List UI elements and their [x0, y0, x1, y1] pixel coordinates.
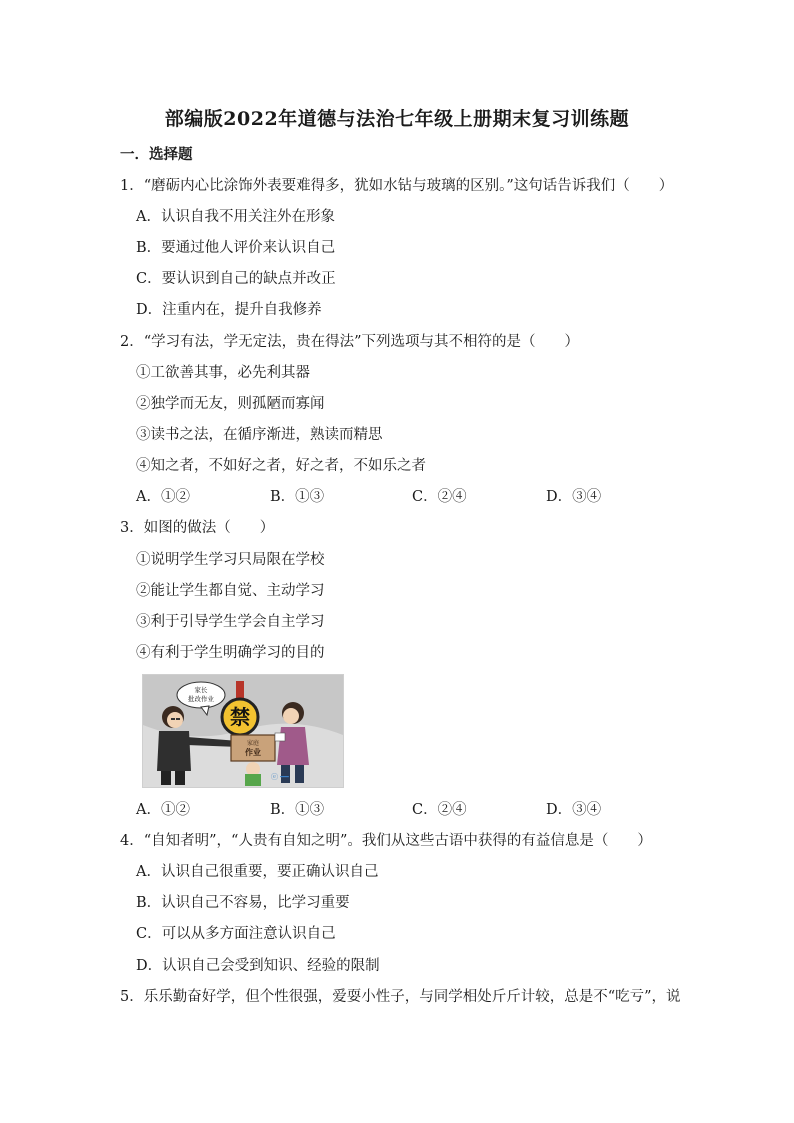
question-2-option-b: B．①③	[270, 489, 325, 505]
question-3-stem: 3．如图的做法（ ）	[120, 520, 275, 536]
question-2-option-d: D．③④	[546, 489, 602, 505]
question-1-option-a: A．认识自我不用关注外在形象	[136, 209, 335, 225]
question-4-stem: 4．“自知者明”，“人贵有自知之明”。我们从这些古语中获得的有益信息是（ ）	[120, 833, 652, 849]
svg-text:家庭: 家庭	[246, 740, 260, 747]
question-1-stem: 1．“磨砺内心比涂饰外表要难得多，犹如水钻与玻璃的区别。”这句话告诉我们（ ）	[120, 178, 674, 194]
question-2-statement-3: ③读书之法，在循序渐进，熟读而精思	[136, 427, 383, 443]
question-1-option-d: D．注重内在，提升自我修养	[136, 302, 322, 318]
question-5-stem: 5．乐乐勤奋好学，但个性很强，爱耍小性子，与同学相处斤斤计较，总是不“吃亏”，说	[120, 989, 681, 1005]
speech-bubble-line-2: 批改作业	[188, 695, 214, 703]
question-3-option-b: B．①③	[270, 802, 325, 818]
question-2-statement-1: ①工欲善其事，必先利其器	[136, 365, 310, 381]
cartoon-drawing	[143, 675, 343, 787]
question-2-statement-4: ④知之者，不如好之者，好之者，不如乐之者	[136, 458, 426, 474]
section-heading: 一．选择题	[120, 146, 193, 163]
question-2-statement-2: ②独学而无友，则孤陋而寡闻	[136, 396, 325, 412]
question-4-option-d: D．认识自己会受到知识、经验的限制	[136, 958, 380, 974]
cartoon-illustration	[142, 674, 344, 788]
question-3-statement-2: ②能让学生都自觉、主动学习	[136, 583, 325, 599]
question-3-option-a: A．①②	[136, 802, 190, 818]
question-3-option-c: C．②④	[412, 802, 467, 818]
question-3-statement-3: ③利于引导学生学会自主学习	[136, 614, 325, 630]
question-4-option-c: C．可以从多方面注意认识自己	[136, 926, 336, 942]
ban-sign-text: 禁	[230, 705, 250, 729]
watermark: ⓔ ━━	[271, 773, 289, 781]
question-4-option-a: A．认识自己很重要，要正确认识自己	[136, 864, 379, 880]
question-1-option-b: B．要通过他人评价来认识自己	[136, 240, 336, 256]
speech-bubble-line-1: 家长	[194, 686, 208, 694]
question-3-option-d: D．③④	[546, 802, 602, 818]
page-title: 部编版2022年道德与法治七年级上册期末复习训练题	[164, 108, 630, 130]
question-4-option-b: B．认识自己不容易，比学习重要	[136, 895, 350, 911]
question-3-statement-1: ①说明学生学习只局限在学校	[136, 552, 325, 568]
question-1-option-c: C．要认识到自己的缺点并改正	[136, 271, 336, 287]
question-2-option-c: C．②④	[412, 489, 467, 505]
question-2-stem: 2．“学习有法，学无定法，贵在得法”下列选项与其不相符的是（ ）	[120, 334, 580, 350]
question-2-option-a: A．①②	[136, 489, 190, 505]
question-3-statement-4: ④有利于学生明确学习的目的	[136, 645, 325, 661]
svg-text:作业: 作业	[245, 748, 261, 757]
